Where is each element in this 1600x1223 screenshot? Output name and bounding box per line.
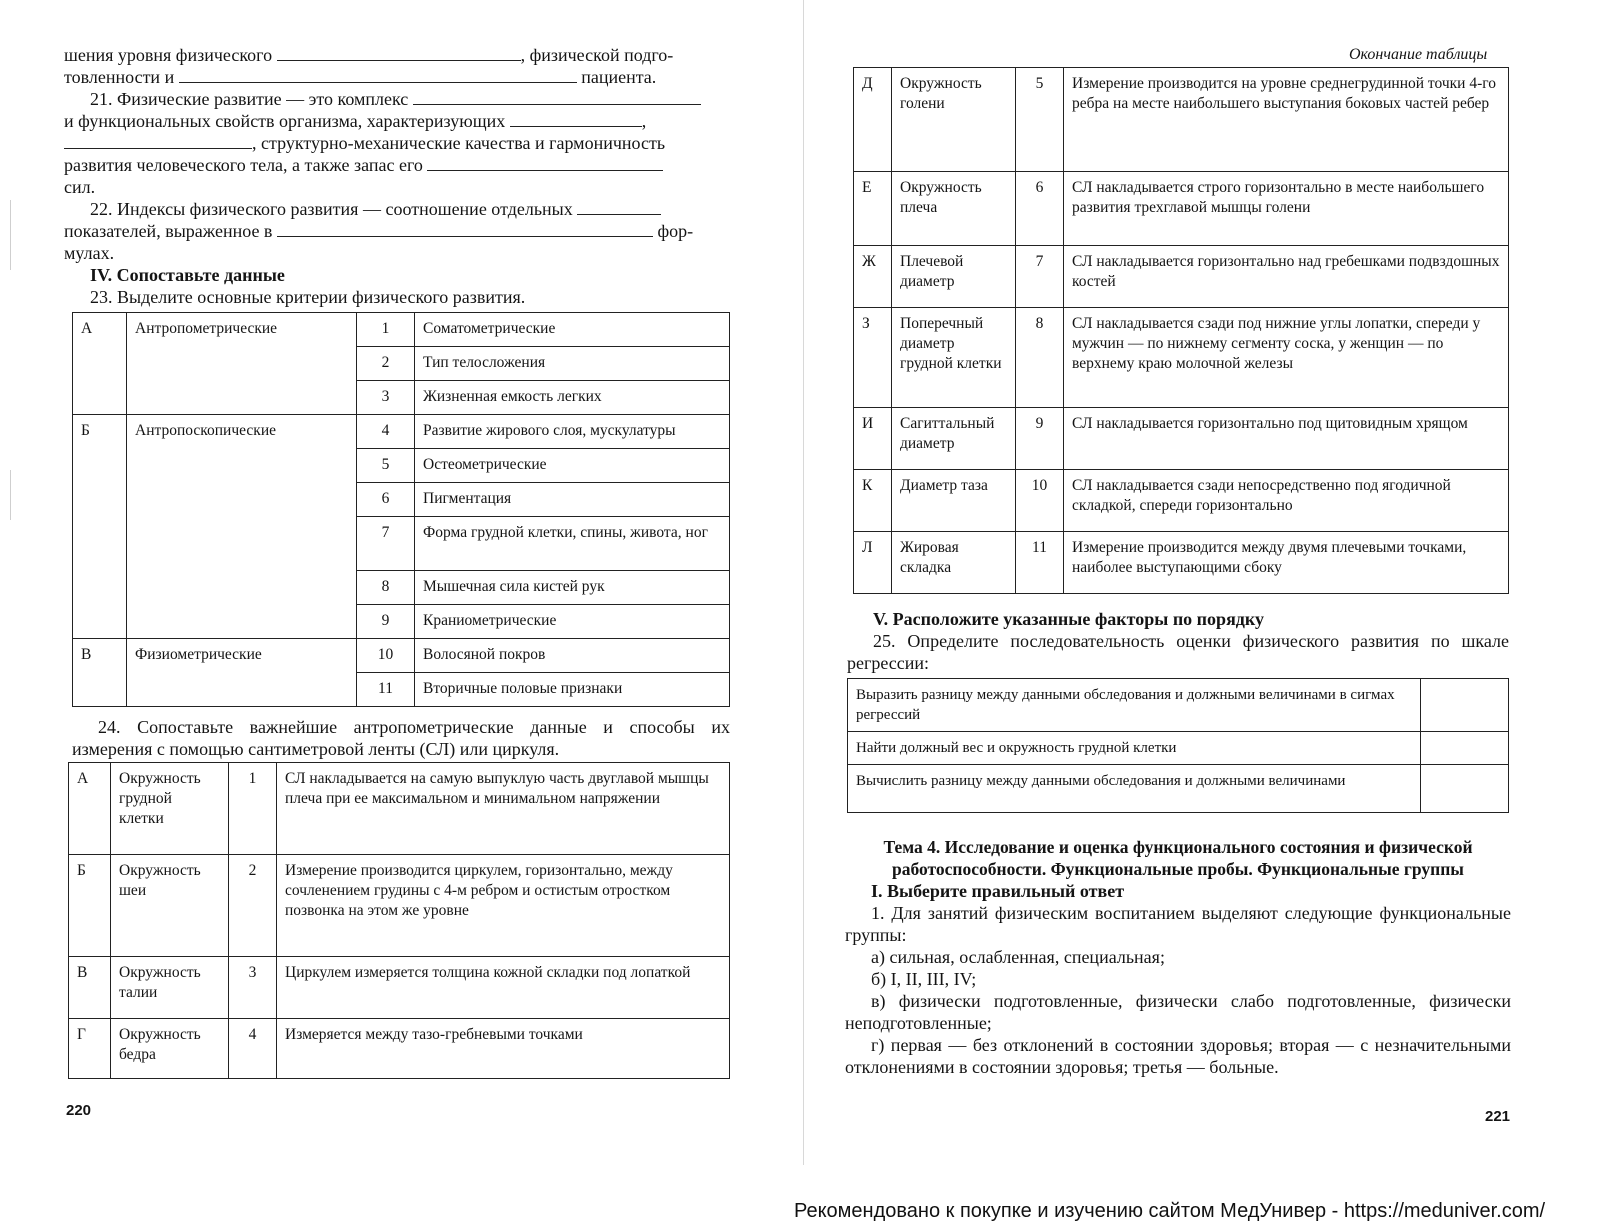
- criteria-table: [72, 312, 730, 707]
- method-text: Измеряется между тазо-гребневыми точками: [277, 1019, 730, 1079]
- measurement-name: Окружность грудной клетки: [111, 763, 229, 855]
- row-letter: З: [854, 308, 892, 408]
- group-letter: В: [73, 639, 127, 707]
- answer-option-c[interactable]: в) физически подготовленные, физически слабо подготовленные, физически неподготовленные;: [845, 991, 1511, 1033]
- text-line: фор-: [657, 221, 694, 241]
- scan-edge-mark: [10, 200, 11, 270]
- measurement-name: Окружность бедра: [111, 1019, 229, 1079]
- blank-field[interactable]: [277, 44, 521, 61]
- method-text: Измерение производится между двумя плечевыми точками, наиболее выступающими сбоку: [1064, 532, 1509, 594]
- method-text: Измерение производится на уровне среднегрудинной точки 4-го ребра на месте наибольшего выступания боковых частей ребер: [1064, 68, 1509, 172]
- method-text: СЛ накладывается сзади непосредственно под ягодичной складкой, спереди горизонтально: [1064, 470, 1509, 532]
- row-letter: Е: [854, 172, 892, 246]
- group-name: Антропоскопические: [127, 415, 357, 639]
- text-line: и функциональных свойств организма, характеризующих: [64, 111, 506, 131]
- question-1: 1. Для занятий физическим воспитанием выделяют следующие функциональные группы:: [845, 903, 1511, 945]
- row-letter: А: [69, 763, 111, 855]
- text-line: , структурно-механические качества и гармоничность: [252, 133, 666, 153]
- method-text: СЛ накладывается на самую выпуклую часть двуглавой мышцы плеча при ее максимальном и минимальном напряжении: [277, 763, 730, 855]
- group-letter: Б: [73, 415, 127, 639]
- page-number: 221: [1485, 1108, 1511, 1125]
- blank-field[interactable]: [577, 198, 661, 215]
- step-text: Найти должный вес и окружность грудной клетки: [848, 732, 1421, 765]
- item-text: Соматометрические: [415, 313, 730, 347]
- row-letter: Ж: [854, 246, 892, 308]
- text-line: сил.: [64, 177, 96, 197]
- method-text: СЛ накладывается строго горизонтально в месте наибольшего развития трехглавой мышцы голени: [1064, 172, 1509, 246]
- method-number: 2: [229, 855, 277, 957]
- method-number: 8: [1016, 308, 1064, 408]
- item-number: 1: [357, 313, 415, 347]
- measurement-name: Окружность талии: [111, 957, 229, 1019]
- method-text: Циркулем измеряется толщина кожной складки под лопаткой: [277, 957, 730, 1019]
- text-line: , физической подго-: [520, 45, 674, 65]
- item-text: Краниометрические: [415, 605, 730, 639]
- table-continued-label: Окончание таблицы: [1349, 46, 1488, 63]
- step-text: Вычислить разницу между данными обследования и должными величинами: [848, 765, 1421, 813]
- item-text: Пигментация: [415, 483, 730, 517]
- method-number: 6: [1016, 172, 1064, 246]
- blank-field[interactable]: [277, 220, 653, 237]
- topic-title: работоспособности. Функциональные пробы. Функциональные группы: [892, 859, 1464, 879]
- item-number: 6: [357, 483, 415, 517]
- item-number: 9: [357, 605, 415, 639]
- text-line: развития человеческого тела, а также запас его: [64, 155, 423, 175]
- step-text: Выразить разницу между данными обследования и должными величинами в сигмах регрессий: [848, 679, 1421, 732]
- item-number: 7: [357, 517, 415, 571]
- blank-field[interactable]: [427, 154, 663, 171]
- item-number: 5: [357, 449, 415, 483]
- method-number: 4: [229, 1019, 277, 1079]
- question-23: 23. Выделите основные критерии физического развития.: [90, 287, 526, 307]
- row-letter: Л: [854, 532, 892, 594]
- text-line: пациента.: [581, 67, 657, 87]
- text-line: шения уровня физического: [64, 45, 273, 65]
- method-text: СЛ накладывается горизонтально под щитовидным хрящом: [1064, 408, 1509, 470]
- blank-field[interactable]: [413, 88, 701, 105]
- text-line: товленности и: [64, 67, 175, 87]
- row-letter: Д: [854, 68, 892, 172]
- item-number: 4: [357, 415, 415, 449]
- method-text: Измерение производится циркулем, горизонтально, между сочленением грудины с 4-м ребром и остистым отростком позвонка на этом же уровне: [277, 855, 730, 957]
- item-text: Мышечная сила кистей рук: [415, 571, 730, 605]
- topic-4-block: [845, 836, 1511, 1078]
- order-answer-cell[interactable]: [1421, 765, 1509, 813]
- method-text: СЛ накладывается горизонтально над гребешками подвздошных костей: [1064, 246, 1509, 308]
- item-text: Развитие жирового слоя, мускулатуры: [415, 415, 730, 449]
- measurement-name: Сагиттальный диаметр: [892, 408, 1016, 470]
- measurement-name: Окружность голени: [892, 68, 1016, 172]
- method-number: 1: [229, 763, 277, 855]
- blank-field[interactable]: [64, 132, 252, 149]
- footer-recommendation-link[interactable]: Рекомендовано к покупке и изучению сайтом МедУнивер - https://meduniver.com/: [794, 1200, 1546, 1222]
- measurement-name: Поперечный диаметр грудной клетки: [892, 308, 1016, 408]
- method-number: 9: [1016, 408, 1064, 470]
- section-5-block: [847, 608, 1509, 674]
- measurement-name: Окружность плеча: [892, 172, 1016, 246]
- item-number: 3: [357, 381, 415, 415]
- item-number: 8: [357, 571, 415, 605]
- measurement-name: Диаметр таза: [892, 470, 1016, 532]
- row-letter: Г: [69, 1019, 111, 1079]
- order-answer-cell[interactable]: [1421, 679, 1509, 732]
- scan-edge-mark: [10, 470, 11, 520]
- regression-order-table: [847, 678, 1509, 813]
- method-number: 7: [1016, 246, 1064, 308]
- measurement-table-continued: [853, 67, 1509, 594]
- section-heading: IV. Сопоставьте данные: [90, 265, 285, 285]
- method-number: 3: [229, 957, 277, 1019]
- section-heading: V. Расположите указанные факторы по порядку: [873, 609, 1265, 629]
- row-letter: В: [69, 957, 111, 1019]
- intro-lines: шения уровня физического , физической подго- товленности и пациента. 21. Физические развитие — это комплекс и функциональных свойств организма, характеризующих , , структурно-механические качества и гармоничность развития человеческого тела, а также запас его сил. 22. Индексы физического развития — соотношение отдельных показателей, выраженное в фор- мулах. IV. Сопоставьте данные 23. Выделите основные критерии физического развития.: [64, 44, 736, 308]
- method-number: 11: [1016, 532, 1064, 594]
- question-25: 25. Определите последовательность оценки физического развития по шкале регрессии:: [847, 631, 1509, 673]
- item-text: Тип телосложения: [415, 347, 730, 381]
- item-text: Форма грудной клетки, спины, живота, ног: [415, 517, 730, 571]
- measurement-name: Плечевой диаметр: [892, 246, 1016, 308]
- group-letter: А: [73, 313, 127, 415]
- measurement-name: Окружность шеи: [111, 855, 229, 957]
- group-name: Физиометрические: [127, 639, 357, 707]
- section-heading: I. Выберите правильный ответ: [871, 881, 1125, 901]
- page-number: 220: [66, 1102, 92, 1119]
- blank-field[interactable]: [179, 66, 577, 83]
- group-name: Антропометрические: [127, 313, 357, 415]
- item-text: Жизненная емкость легких: [415, 381, 730, 415]
- item-text: Вторичные половые признаки: [415, 673, 730, 707]
- method-number: 10: [1016, 470, 1064, 532]
- item-number: 2: [357, 347, 415, 381]
- measurement-table: [68, 762, 730, 1079]
- text-line: мулах.: [64, 243, 115, 263]
- row-letter: К: [854, 470, 892, 532]
- blank-field[interactable]: [510, 110, 642, 127]
- method-text: СЛ накладывается сзади под нижние углы лопатки, спереди у мужчин — по нижнему сегменту соска, у женщин — по верхнему краю молочной железы: [1064, 308, 1509, 408]
- row-letter: Б: [69, 855, 111, 957]
- item-number: 10: [357, 639, 415, 673]
- page-gutter: [803, 0, 804, 1165]
- order-answer-cell[interactable]: [1421, 732, 1509, 765]
- question-21: 21. Физические развитие — это комплекс: [90, 89, 409, 109]
- answer-option-d[interactable]: г) первая — без отклонений в состоянии здоровья; вторая — с незначительными отклонениями в состоянии здоровья; третья — больные.: [845, 1035, 1511, 1077]
- answer-option-a[interactable]: а) сильная, ослабленная, специальная;: [871, 947, 1165, 967]
- question-24: 24. Сопоставьте важнейшие антропометрические данные и способы их измерения с помощью сантиметровой ленты (СЛ) или циркуля.: [72, 717, 730, 759]
- answer-option-b[interactable]: б) I, II, III, IV;: [871, 969, 977, 989]
- text-line: показателей, выраженное в: [64, 221, 273, 241]
- row-letter: И: [854, 408, 892, 470]
- item-text: Волосяной покров: [415, 639, 730, 673]
- item-number: 11: [357, 673, 415, 707]
- topic-title: Тема 4. Исследование и оценка функционального состояния и физической: [883, 837, 1473, 857]
- question-22: 22. Индексы физического развития — соотношение отдельных: [90, 199, 573, 219]
- method-number: 5: [1016, 68, 1064, 172]
- measurement-name: Жировая складка: [892, 532, 1016, 594]
- item-text: Остеометрические: [415, 449, 730, 483]
